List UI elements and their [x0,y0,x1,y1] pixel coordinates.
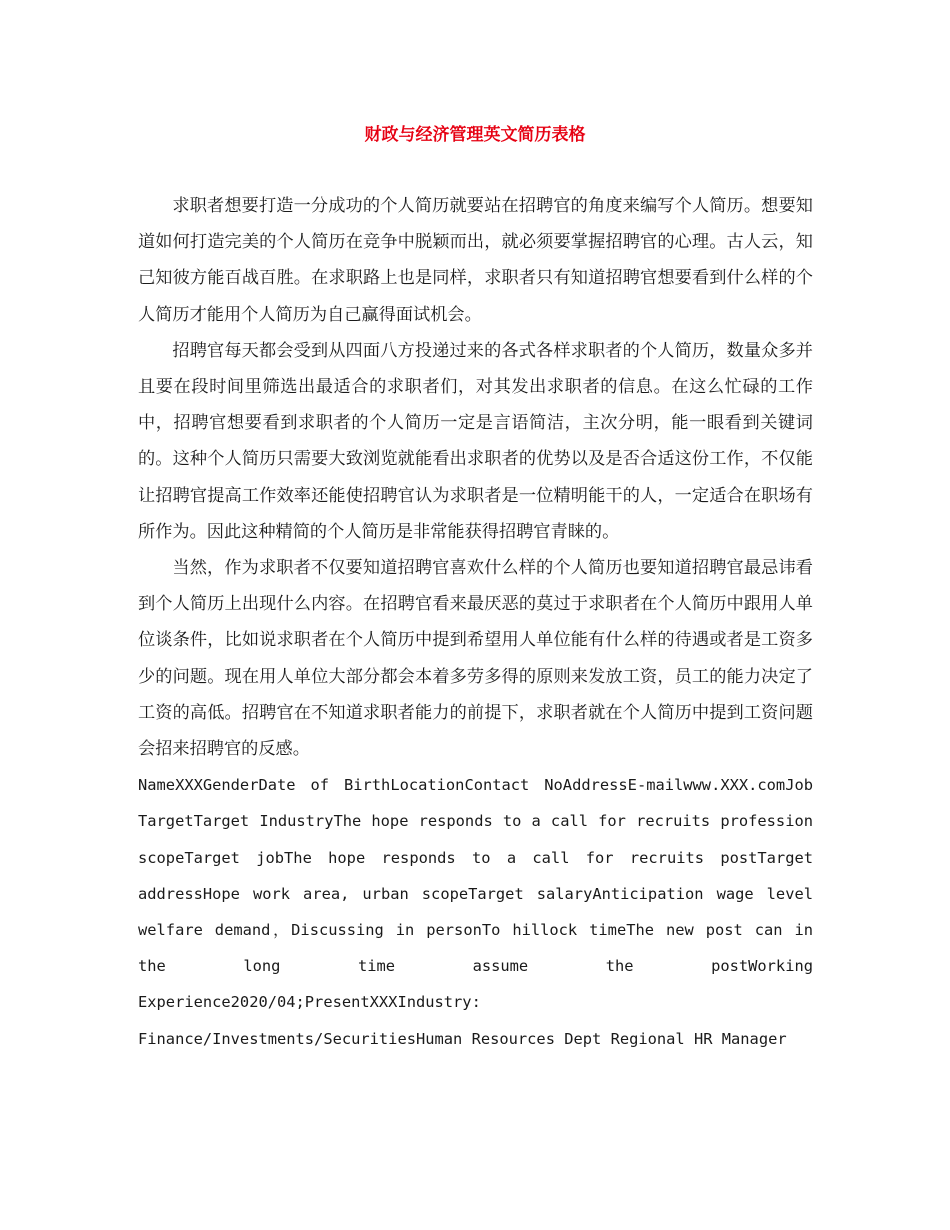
recruiter-paragraph: 招聘官每天都会受到从四面八方投递过来的各式各样求职者的个人简历，数量众多并且要在段时间里筛选出最适合的求职者们，对其发出求职者的信息。在这么忙碌的工作中，招聘官想要看到求职者的个人简历一定是言语简洁，主次分明，能一眼看到关键词的。这种个人简历只需要大致浏览就能看出求职者的优势以及是否合适这份工作，不仅能让招聘官提高工作效率还能使招聘官认为求职者是一位精明能干的人，一定适合在职场有所作为。因此这种精简的个人简历是非常能获得招聘官青睐的。 [138,340,813,542]
document-title: 财政与经济管理英文简历表格 [364,125,586,145]
taboo-paragraph: 当然，作为求职者不仅要知道招聘官喜欢什么样的个人简历也要知道招聘官最忌讳看到个人简历上出现什么内容。在招聘官看来最厌恶的莫过于求职者在个人简历中跟用人单位谈条件，比如说求职者在个人简历中提到希望用人单位能有什么样的待遇或者是工资多少的问题。现在用人单位大部分都会本着多劳多得的原则来发放工资，员工的能力决定了工资的高低。招聘官在不知道求职者能力的前提下，求职者就在个人简历中提到工资问题会招来招聘官的反感。 [138,558,813,760]
document-body [138,188,813,1057]
intro-paragraph: 求职者想要打造一分成功的个人简历就要站在招聘官的角度来编写个人简历。想要知道如何打造完美的个人简历在竞争中脱颖而出，就必须要掌握招聘官的心理。古人云，知己知彼方能百战百胜。在求职路上也是同样，求职者只有知道招聘官想要看到什么样的个人简历才能用个人简历为自己赢得面试机会。 [138,196,813,325]
resume-text: NameXXXGenderDate of BirthLocationContact NoAddressE-mailwww.XXX.comJob TargetTarget IndustryThe hope responds to a call for recruits profession scopeTarget jobThe hope responds to a call for recruits postTarget addressHope work area, urban scopeTarget salaryAnticipation wage level welfare demand，Discussing in personTo hillock timeThe new post can in the long time assume the postWorking Experience2020/04;PresentXXXIndustry: Finance/Investments/SecuritiesHuman Resources Dept Regional HR Manager [138,776,813,1048]
